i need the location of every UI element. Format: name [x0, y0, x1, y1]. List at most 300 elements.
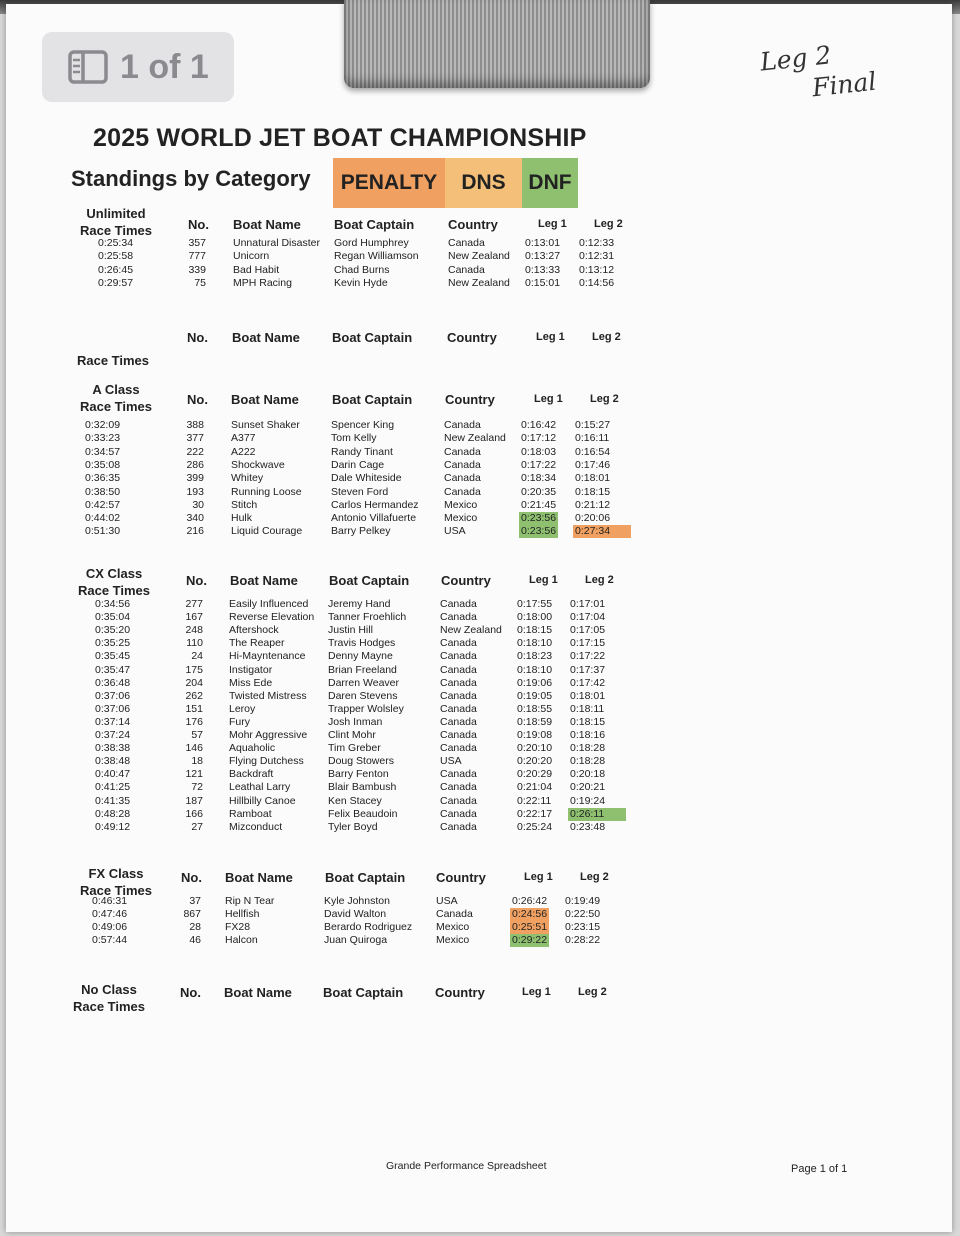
leg1-time-cell: 0:19:06 — [517, 676, 553, 689]
boat-name-cell: Easily Influenced — [229, 598, 309, 610]
leg1-time-cell: 0:22:17 — [517, 807, 553, 820]
race-time-cell: 0:26:45 — [98, 263, 134, 276]
country-cell: Canada — [440, 729, 477, 741]
country-cell: Canada — [448, 237, 485, 249]
race-time-cell: 0:51:30 — [85, 525, 121, 538]
column-header-boat-name: Boat Name — [224, 985, 292, 1000]
boat-number-cell: 216 — [186, 525, 204, 538]
boat-number-cell: 72 — [191, 781, 203, 794]
column-header-boat-name: Boat Name — [233, 217, 301, 232]
country-cell: Canada — [440, 689, 477, 702]
leg1-time-cell: 0:23:56 — [521, 512, 557, 525]
boat-name-cell: Backdraft — [229, 768, 274, 781]
race-time-cell: 0:49:12 — [95, 820, 131, 833]
leg1-time-cell: 0:18:00 — [517, 611, 553, 624]
column-header-leg1: Leg 1 — [524, 871, 553, 883]
race-time-cell: 0:42:57 — [85, 498, 121, 511]
race-time-cell: 0:35:47 — [95, 663, 131, 676]
boat-captain-cell: Clint Mohr — [328, 729, 376, 741]
boat-captain-cell: Gord Humphrey — [334, 237, 409, 249]
column-header-country: Country — [435, 985, 485, 1000]
boat-captain-cell: Blair Bambush — [328, 781, 397, 794]
category-race-times-label: Race Times — [79, 399, 153, 414]
country-cell: Canada — [444, 419, 481, 431]
boat-name-cell: Flying Dutchess — [229, 755, 304, 768]
country-cell: Mexico — [444, 498, 478, 511]
country-cell: Canada — [444, 472, 481, 485]
boat-name-cell: Leathal Larry — [229, 781, 291, 794]
boat-name-cell: Stitch — [231, 498, 258, 511]
category-race-times-label: Race Times — [76, 353, 150, 368]
boat-number-cell: 46 — [189, 934, 201, 946]
boat-captain-cell: Trapper Wolsley — [328, 702, 404, 715]
boat-number-cell: 262 — [185, 689, 203, 702]
boat-captain-cell: Chad Burns — [334, 263, 390, 276]
boat-captain-cell: Travis Hodges — [328, 637, 396, 650]
boat-number-cell: 30 — [192, 498, 204, 511]
category-name: No Class — [81, 982, 137, 997]
column-header-boat-captain: Boat Captain — [332, 392, 413, 407]
category-race-times-label: Race Times — [79, 223, 153, 238]
boat-name-cell: A222 — [231, 445, 256, 458]
boat-captain-cell: Justin Hill — [328, 624, 373, 637]
category-label — [68, 335, 158, 369]
boat-number-cell: 57 — [191, 729, 203, 741]
country-cell: Canada — [444, 485, 481, 498]
column-header-boat-name: Boat Name — [225, 870, 293, 885]
leg2-time-cell: 0:18:15 — [570, 715, 606, 728]
column-header-leg2: Leg 2 — [585, 574, 614, 586]
leg2-time-cell: 0:17:42 — [570, 676, 606, 689]
boat-captain-cell: Darin Cage — [331, 458, 385, 471]
boat-number-cell: 377 — [186, 432, 204, 445]
boat-number-cell: 167 — [185, 611, 203, 624]
leg2-time-cell: 0:26:11 — [568, 808, 626, 821]
leg1-time-cell: 0:18:15 — [517, 624, 553, 637]
leg2-time-cell: 0:12:31 — [579, 250, 615, 263]
column-header-boat-name: Boat Name — [231, 392, 299, 407]
boat-number-cell: 24 — [191, 650, 203, 663]
race-time-cell: 0:25:34 — [98, 237, 134, 249]
legend-dnf: DNF — [522, 158, 578, 208]
leg1-time-cell: 0:24:56 — [512, 908, 548, 920]
footer-page-number: Page 1 of 1 — [791, 1163, 848, 1175]
boat-number-cell: 248 — [185, 624, 203, 637]
boat-number-cell: 357 — [188, 237, 206, 249]
column-header-no: No. — [181, 870, 202, 885]
boat-number-cell: 340 — [186, 512, 204, 525]
leg1-time-cell: 0:17:22 — [521, 458, 557, 471]
race-time-cell: 0:38:48 — [95, 755, 131, 768]
page-view-icon — [68, 50, 108, 84]
boat-name-cell: FX28 — [225, 921, 251, 933]
leg2-time-cell: 0:18:28 — [570, 742, 606, 755]
leg1-time-cell: 0:13:01 — [525, 237, 561, 249]
country-cell: USA — [444, 525, 466, 538]
race-time-cell: 0:32:09 — [85, 419, 121, 431]
boat-name-cell: MPH Racing — [233, 276, 292, 289]
boat-name-cell: Aquaholic — [229, 742, 276, 755]
leg1-time-cell: 0:22:11 — [517, 794, 552, 807]
column-header-boat-captain: Boat Captain — [323, 985, 404, 1000]
leg2-time-cell: 0:17:46 — [575, 458, 611, 471]
column-header-leg1: Leg 1 — [536, 331, 565, 343]
boat-number-cell: 75 — [194, 276, 206, 289]
leg2-time-cell: 0:28:22 — [565, 934, 601, 946]
country-cell: Canada — [440, 598, 477, 610]
race-time-cell: 0:34:57 — [85, 445, 121, 458]
boat-captain-cell: Tim Greber — [328, 742, 381, 755]
boat-captain-cell: Tyler Boyd — [328, 820, 378, 833]
category-name: CX Class — [85, 566, 143, 581]
leg2-time-cell: 0:14:56 — [579, 276, 615, 289]
column-header-country: Country — [447, 330, 497, 345]
boat-number-cell: 193 — [186, 485, 204, 498]
boat-captain-cell: Carlos Hermandez — [331, 498, 419, 511]
country-cell: Canada — [444, 458, 481, 471]
leg2-time-cell: 0:23:48 — [570, 820, 606, 833]
boat-name-cell: Twisted Mistress — [229, 689, 307, 702]
leg2-time-cell: 0:17:15 — [570, 637, 606, 650]
leg1-time-cell: 0:19:08 — [517, 729, 553, 741]
page-indicator-text: 1 of 1 — [120, 47, 209, 86]
page-indicator-badge[interactable] — [42, 32, 234, 102]
leg2-time-cell: 0:21:12 — [575, 498, 611, 511]
boat-captain-cell: Felix Beaudoin — [328, 807, 398, 820]
race-time-cell: 0:36:35 — [85, 472, 121, 485]
country-cell: Canada — [440, 794, 477, 807]
boat-number-cell: 277 — [185, 598, 203, 610]
country-cell: Canada — [440, 781, 477, 794]
leg2-time-cell: 0:18:15 — [575, 485, 611, 498]
boat-name-cell: Whitey — [231, 472, 264, 485]
country-cell: New Zealand — [440, 624, 502, 637]
column-header-leg2: Leg 2 — [578, 986, 607, 998]
boat-name-cell: Sunset Shaker — [231, 419, 300, 431]
column-header-country: Country — [436, 870, 486, 885]
category-race-times-label: Race Times — [77, 583, 151, 598]
category-race-times-label: Race Times — [72, 999, 146, 1014]
leg1-time-cell: 0:18:10 — [517, 637, 553, 650]
boat-captain-cell: Steven Ford — [331, 485, 389, 498]
boat-captain-cell: Ken Stacey — [328, 794, 382, 807]
leg1-time-cell: 0:26:42 — [512, 895, 548, 907]
boat-name-cell: Liquid Courage — [231, 525, 303, 538]
leg1-time-cell: 0:21:45 — [521, 498, 557, 511]
column-header-leg1: Leg 1 — [534, 393, 563, 405]
boat-name-cell: Running Loose — [231, 485, 302, 498]
category-label — [64, 981, 154, 1015]
column-header-leg1: Leg 1 — [529, 574, 558, 586]
handwritten-note-leg: Leg 2 — [758, 40, 833, 77]
column-header-boat-captain: Boat Captain — [325, 870, 406, 885]
boat-captain-cell: Brian Freeland — [328, 663, 397, 676]
column-header-leg2: Leg 2 — [592, 331, 621, 343]
leg2-time-cell: 0:17:01 — [570, 598, 606, 610]
footer-spreadsheet-name: Grande Performance Spreadsheet — [386, 1160, 547, 1172]
column-header-boat-captain: Boat Captain — [332, 330, 413, 345]
boat-captain-cell: Darren Weaver — [328, 676, 399, 689]
boat-name-cell: Reverse Elevation — [229, 611, 315, 624]
boat-number-cell: 37 — [189, 895, 201, 907]
race-time-cell: 0:34:56 — [95, 598, 131, 610]
category-name: FX Class — [88, 866, 144, 881]
leg2-time-cell: 0:18:16 — [570, 729, 606, 741]
country-cell: Canada — [448, 263, 485, 276]
boat-name-cell: Bad Habit — [233, 263, 280, 276]
leg1-time-cell: 0:21:04 — [517, 781, 553, 794]
race-time-cell: 0:36:48 — [95, 676, 131, 689]
boat-captain-cell: Juan Quiroga — [324, 934, 388, 946]
leg1-time-cell: 0:20:20 — [517, 755, 553, 768]
country-cell: Mexico — [436, 921, 470, 933]
boat-captain-cell: Josh Inman — [328, 715, 383, 728]
boat-number-cell: 286 — [186, 458, 204, 471]
boat-name-cell: Mohr Aggressive — [229, 729, 308, 741]
leg2-time-cell: 0:19:49 — [565, 895, 601, 907]
race-time-cell: 0:46:31 — [92, 895, 128, 907]
leg1-time-cell: 0:18:34 — [521, 472, 557, 485]
legend-penalty: PENALTY — [333, 158, 445, 208]
race-time-cell: 0:35:45 — [95, 650, 131, 663]
column-header-no: No. — [186, 573, 207, 588]
category-name: Unlimited — [86, 206, 146, 221]
leg2-time-cell: 0:19:24 — [570, 794, 606, 807]
race-time-cell: 0:37:24 — [95, 729, 131, 741]
leg2-time-cell: 0:17:22 — [570, 650, 606, 663]
boat-number-cell: 222 — [186, 445, 204, 458]
document-subtitle: Standings by Category — [71, 166, 311, 191]
country-cell: Mexico — [444, 512, 478, 525]
boat-name-cell: Hillbilly Canoe — [229, 794, 296, 807]
boat-captain-cell: Antonio Villafuerte — [331, 512, 417, 525]
leg2-time-cell: 0:20:18 — [570, 768, 606, 781]
race-time-cell: 0:33:23 — [85, 432, 121, 445]
leg2-time-cell: 0:20:21 — [570, 781, 606, 794]
race-time-cell: 0:25:58 — [98, 250, 134, 263]
country-cell: Canada — [440, 611, 477, 624]
boat-name-cell: Shockwave — [231, 458, 285, 471]
boat-captain-cell: Regan Williamson — [334, 250, 419, 263]
leg1-time-cell: 0:19:05 — [517, 689, 553, 702]
boat-number-cell: 27 — [191, 820, 203, 833]
race-time-cell: 0:35:08 — [85, 458, 121, 471]
boat-name-cell: Instigator — [229, 663, 273, 676]
column-header-no: No. — [187, 392, 208, 407]
boat-name-cell: Unnatural Disaster — [233, 237, 320, 249]
boat-name-cell: The Reaper — [229, 637, 285, 650]
boat-number-cell: 166 — [185, 807, 203, 820]
column-header-country: Country — [445, 392, 495, 407]
leg2-time-cell: 0:18:01 — [570, 689, 606, 702]
boat-captain-cell: Randy Tinant — [331, 445, 393, 458]
category-name: A Class — [92, 382, 140, 397]
boat-number-cell: 388 — [186, 419, 204, 431]
race-time-cell: 0:35:25 — [95, 637, 131, 650]
boat-captain-cell: Spencer King — [331, 419, 395, 431]
leg1-time-cell: 0:18:03 — [521, 445, 557, 458]
boat-captain-cell: Barry Fenton — [328, 768, 389, 781]
boat-captain-cell: Barry Pelkey — [331, 525, 391, 538]
leg1-time-cell: 0:25:24 — [517, 820, 553, 833]
handwritten-note-final: Final — [810, 66, 878, 103]
boat-number-cell: 121 — [185, 768, 203, 781]
boat-captain-cell: Dale Whiteside — [331, 472, 402, 485]
leg2-time-cell: 0:16:11 — [575, 432, 610, 445]
boat-number-cell: 204 — [185, 676, 203, 689]
category-label — [71, 865, 161, 899]
boat-number-cell: 146 — [185, 742, 203, 755]
race-time-cell: 0:48:28 — [95, 807, 131, 820]
leg2-time-cell: 0:17:04 — [570, 611, 606, 624]
country-cell: Canada — [440, 820, 477, 833]
boat-name-cell: Miss Ede — [229, 676, 273, 689]
leg2-time-cell: 0:20:06 — [575, 512, 611, 525]
boat-number-cell: 399 — [186, 472, 204, 485]
country-cell: USA — [436, 895, 458, 907]
boat-captain-cell: Tom Kelly — [331, 432, 377, 445]
country-cell: Canada — [440, 715, 477, 728]
boat-captain-cell: Kyle Johnston — [324, 895, 390, 907]
leg1-time-cell: 0:20:29 — [517, 768, 553, 781]
boat-number-cell: 18 — [191, 755, 203, 768]
leg1-time-cell: 0:16:42 — [521, 419, 557, 431]
column-header-boat-name: Boat Name — [232, 330, 300, 345]
column-header-no: No. — [187, 330, 208, 345]
race-time-cell: 0:37:06 — [95, 702, 131, 715]
leg1-time-cell: 0:20:35 — [521, 485, 557, 498]
boat-captain-cell: Daren Stevens — [328, 689, 398, 702]
boat-number-cell: 176 — [185, 715, 203, 728]
boat-name-cell: Unicorn — [233, 250, 270, 263]
country-cell: Canada — [440, 702, 477, 715]
race-time-cell: 0:41:25 — [95, 781, 131, 794]
country-cell: New Zealand — [448, 250, 510, 263]
race-time-cell: 0:41:35 — [95, 794, 131, 807]
boat-name-cell: Fury — [229, 715, 250, 728]
boat-name-cell: Halcon — [225, 934, 258, 946]
boat-name-cell: A377 — [231, 432, 256, 445]
country-cell: Canada — [440, 676, 477, 689]
leg1-time-cell: 0:18:59 — [517, 715, 553, 728]
leg2-time-cell: 0:18:28 — [570, 755, 606, 768]
country-cell: New Zealand — [444, 432, 506, 445]
boat-name-cell: Aftershock — [229, 624, 279, 637]
column-header-leg1: Leg 1 — [538, 218, 567, 230]
country-cell: Canada — [440, 768, 477, 781]
country-cell: USA — [440, 755, 462, 768]
boat-name-cell: Mizconduct — [229, 820, 283, 833]
boat-name-cell: Leroy — [229, 702, 256, 715]
column-header-boat-name: Boat Name — [230, 573, 298, 588]
column-header-boat-captain: Boat Captain — [334, 217, 415, 232]
race-time-cell: 0:37:06 — [95, 689, 131, 702]
leg1-time-cell: 0:15:01 — [525, 276, 561, 289]
country-cell: Canada — [440, 807, 477, 820]
leg1-time-cell: 0:18:55 — [517, 702, 553, 715]
category-label — [71, 205, 161, 239]
boat-captain-cell: Jeremy Hand — [328, 598, 391, 610]
leg1-time-cell: 0:18:10 — [517, 663, 553, 676]
leg1-time-cell: 0:23:56 — [521, 525, 557, 538]
category-label — [69, 565, 159, 599]
leg2-time-cell: 0:23:15 — [565, 921, 601, 933]
race-time-cell: 0:38:38 — [95, 742, 131, 755]
race-time-cell: 0:35:20 — [95, 624, 131, 637]
leg1-time-cell: 0:20:10 — [517, 742, 553, 755]
leg2-time-cell: 0:12:33 — [579, 237, 615, 249]
boat-captain-cell: Tanner Froehlich — [328, 611, 407, 624]
race-time-cell: 0:44:02 — [85, 512, 121, 525]
boat-number-cell: 187 — [185, 794, 203, 807]
leg1-time-cell: 0:13:27 — [525, 250, 561, 263]
leg1-time-cell: 0:17:12 — [521, 432, 557, 445]
clipboard-clip — [344, 0, 650, 88]
leg2-time-cell: 0:13:12 — [579, 263, 615, 276]
boat-name-cell: Rip N Tear — [225, 895, 275, 907]
race-time-cell: 0:37:14 — [95, 715, 131, 728]
boat-name-cell: Ramboat — [229, 807, 272, 820]
column-header-leg2: Leg 2 — [580, 871, 609, 883]
boat-captain-cell: Doug Stowers — [328, 755, 394, 768]
race-time-cell: 0:57:44 — [92, 934, 128, 946]
country-cell: Canada — [436, 908, 473, 920]
leg2-time-cell: 0:22:50 — [565, 908, 601, 920]
boat-number-cell: 339 — [188, 263, 206, 276]
leg2-time-cell: 0:16:54 — [575, 445, 611, 458]
boat-name-cell: Hulk — [231, 512, 253, 525]
leg2-time-cell: 0:18:11 — [570, 702, 605, 715]
leg1-time-cell: 0:25:51 — [512, 921, 548, 933]
country-cell: Canada — [444, 445, 481, 458]
leg2-time-cell: 0:17:05 — [570, 624, 606, 637]
boat-name-cell: Hi-Mayntenance — [229, 650, 306, 663]
category-name — [68, 335, 158, 352]
boat-number-cell: 151 — [185, 702, 203, 715]
leg1-time-cell: 0:13:33 — [525, 263, 561, 276]
country-cell: Mexico — [436, 934, 470, 946]
document-title: 2025 WORLD JET BOAT CHAMPIONSHIP — [93, 124, 587, 152]
race-time-cell: 0:38:50 — [85, 485, 121, 498]
race-time-cell: 0:35:04 — [95, 611, 131, 624]
leg2-time-cell: 0:18:01 — [575, 472, 611, 485]
column-header-no: No. — [188, 217, 209, 232]
leg1-time-cell: 0:29:22 — [512, 934, 548, 946]
country-cell: Canada — [440, 637, 477, 650]
category-label — [71, 381, 161, 415]
boat-number-cell: 867 — [183, 908, 201, 920]
legend-dns: DNS — [445, 158, 522, 208]
boat-number-cell: 175 — [185, 663, 203, 676]
column-header-leg2: Leg 2 — [594, 218, 623, 230]
column-header-no: No. — [180, 985, 201, 1000]
race-time-cell: 0:40:47 — [95, 768, 131, 781]
boat-number-cell: 110 — [186, 637, 203, 650]
race-time-cell: 0:47:46 — [92, 908, 128, 920]
leg2-time-cell: 0:17:37 — [570, 663, 606, 676]
country-cell: Canada — [440, 663, 477, 676]
category-race-times-label: Race Times — [79, 883, 153, 898]
leg2-time-cell: 0:27:34 — [573, 525, 631, 538]
boat-captain-cell: Denny Mayne — [328, 650, 393, 663]
column-header-country: Country — [448, 217, 498, 232]
boat-number-cell: 777 — [188, 250, 206, 263]
boat-captain-cell: Berardo Rodriguez — [324, 921, 413, 933]
leg1-time-cell: 0:18:23 — [517, 650, 553, 663]
boat-name-cell: Hellfish — [225, 908, 260, 920]
boat-captain-cell: Kevin Hyde — [334, 276, 388, 289]
column-header-leg1: Leg 1 — [522, 986, 551, 998]
